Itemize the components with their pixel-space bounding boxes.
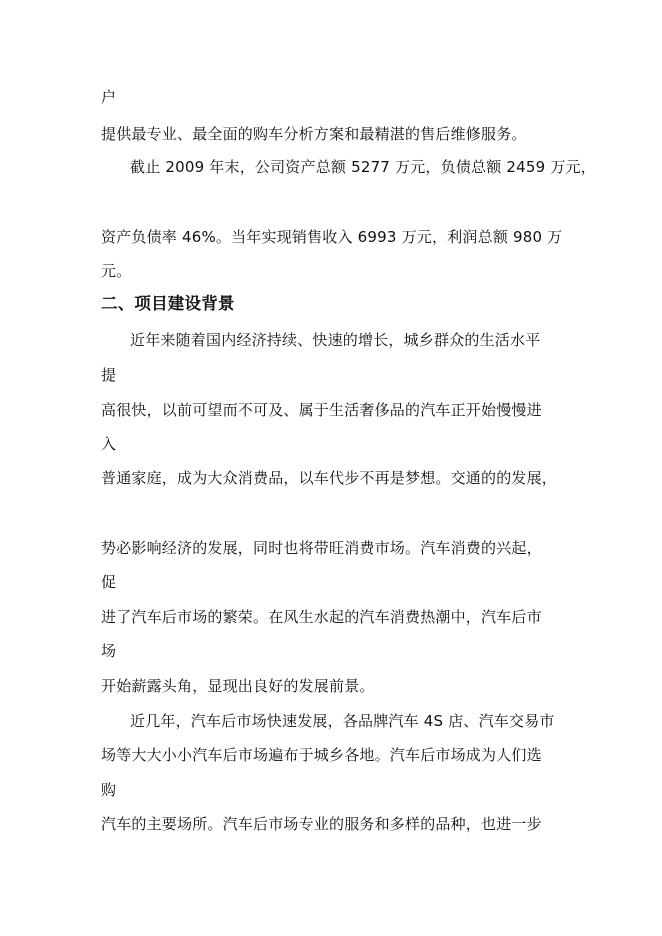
paragraph-line: 近几年，汽车后市场快速发展，各品牌汽车 4S 店、汽车交易市 — [130, 712, 555, 730]
section-heading: 二、项目建设背景 — [101, 294, 235, 313]
paragraph-line: 场等大大小小汽车后市场遍布于城乡各地。汽车后市场成为人们选 — [101, 746, 542, 764]
paragraph-line: 汽车的主要场所。汽车后市场专业的服务和多样的品种，也进一步 — [101, 815, 542, 833]
paragraph-line: 入 — [101, 435, 117, 453]
paragraph-line: 截止 2009 年末，公司资产总额 5277 万元，负债总额 2459 万元， — [130, 158, 596, 176]
paragraph-line: 促 — [101, 573, 117, 591]
paragraph-line: 元。 — [101, 262, 132, 280]
paragraph-line: 提供最专业、最全面的购车分析方案和最精湛的售后维修服务。 — [101, 125, 527, 143]
paragraph-line: 势必影响经济的发展，同时也将带旺消费市场。汽车消费的兴起， — [101, 539, 542, 557]
paragraph-line: 资产负债率 46%。当年实现销售收入 6993 万元，利润总额 980 万 — [101, 228, 563, 246]
paragraph-line: 近年来随着国内经济持续、快速的增长，城乡群众的生活水平 — [130, 331, 541, 349]
paragraph-line: 普通家庭，成为大众消费品，以车代步不再是梦想。交通的的发展， — [101, 469, 558, 487]
paragraph-line: 户 — [101, 88, 117, 106]
paragraph-line: 提 — [101, 366, 117, 384]
paragraph-line: 高很快，以前可望而不可及、属于生活奢侈品的汽车正开始慢慢进 — [101, 401, 542, 419]
paragraph-line: 场 — [101, 642, 117, 660]
paragraph-line: 开始薪露头角，显现出良好的发展前景。 — [101, 677, 375, 695]
paragraph-line: 购 — [101, 781, 117, 799]
paragraph-line: 进了汽车后市场的繁荣。在风生水起的汽车消费热潮中，汽车后市 — [101, 608, 542, 626]
